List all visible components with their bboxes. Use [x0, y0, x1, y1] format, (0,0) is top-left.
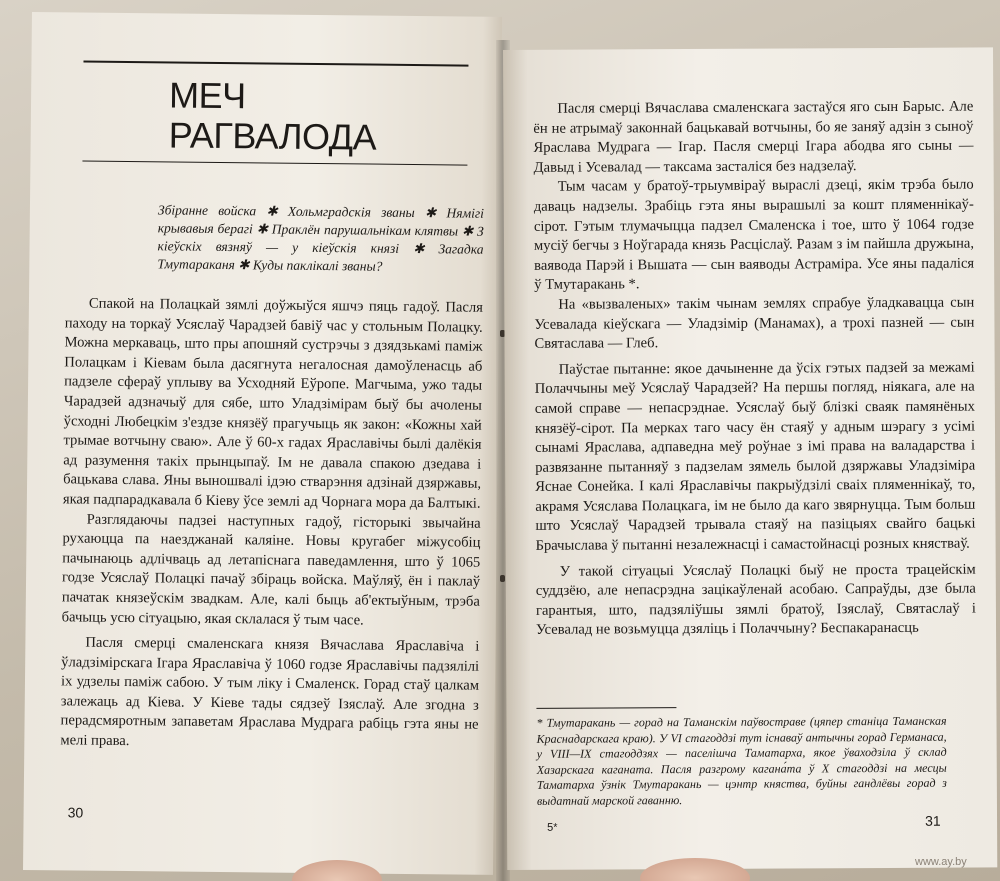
chapter-title-line-1: МЕЧ	[168, 74, 246, 117]
page-number-left: 30	[67, 804, 84, 821]
chapter-title-line-2: РАГВАЛОДА	[168, 114, 377, 158]
binding-stitch	[500, 575, 505, 582]
right-page	[503, 47, 997, 870]
title-rule-top	[83, 61, 468, 67]
paragraph: Пасля смерці смаленскага князя Вячаслава Яраславіча і ўладзімірскага Ігара Яраславіча ў 1060 годзе Яраславічы падзялілі іх удзелы паміж сабою. У тым ліку і Смаленск. Горад стаў цалкам залежаць ад Кіева. У Кіеве тады сядзеў Ізяслаў. Але згодна з перадсмяротным запаветам Яраслава Мудрага рабіць гэта яны не мелі права.	[60, 634, 480, 750]
paragraph: На «вызваленых» такім чынам землях спрабуе ўладкавацца сын Усевалада кіеўскага — Уладзімір (Манамах), а трохі пазней — сын Святаслава — Глеб.	[534, 294, 975, 352]
chapter-title	[169, 75, 377, 157]
footnote-rule	[536, 707, 676, 709]
page-number-right: 31	[924, 812, 941, 829]
signature-mark: 5*	[547, 821, 558, 834]
paragraph: У такой сітуацыі Усяслаў Полацкі быў не проста трацейскім суддзёю, але непасрэдна зацікаўленай асобаю. Сапраўды, дзе была гарантыя, што, падзяліўшы зямлі братоў, Ізяслаў, Святаслаў і Усевалад не возьмуцца дзяліць і Полаччыну? Беспакаранасць	[535, 561, 976, 639]
left-page	[23, 12, 502, 875]
left-page-body	[60, 294, 483, 755]
chapter-epigraph: Збіранне войска ✱ Хольмградскія званы ✱ Нямігі крывавыя берагі ✱ Праклён парушальнікам клятвы ✱ З кіеўскіх вязняў — у кіеўскія князі ✱ Загадка Тмутараканя ✱ Куды паклікалі званы?	[157, 202, 484, 274]
watermark: www.ay.by	[915, 856, 967, 868]
paragraph: Тым часам у братоў-трыумвіраў выраслі дзеці, якім трэба было даваць надзелы. Зрабіць гэта яны вырашылі за кошт пляменнікаў-сірот. Гэтым тлумачыцца падзел Смаленска і тое, што ў 1064 годзе мусіў бегчы з Ноўгарада князь Расціслаў. Разам з ім пайшла дружына, ваявода Парэй і Вышата — сын ваяводы Астраміра. Усе яны падаліся ў Тмутаракань *.	[533, 176, 975, 294]
footnote: * Тмутаракань — горад на Таманскім паўвостраве (цяпер станіца Таманская Краснадарскага краю). У VI стагоддзі тут існаваў антычны горад Германаса, у VIII—IX стагоддзях — паселішча Таматарха, якое ўваходзіла ў склад Хазарскага каганата. Пасля разгрому кагана́та ў X стагоддзі на месцы Таматарха ўзнік Тмутаракань — цэнтр княства, буйны гандлёвы горад з выдатнай марской гаванню.	[536, 713, 947, 808]
paragraph: Паўстае пытанне: якое дачыненне да ўсіх гэтых падзей за межамі Полаччыны меў Усяслаў Чарадзей? На першы погляд, ніякага, але на самой справе — непасрэднае. Усяслаў быў блізкі сваяк памянёных князёў-сірот. Па мерках таго часу ён стаяў у адным шэрагу з усімі сынамі Яраслава, адпаведна меў роўнае з імі права на валадарства і развязанне пытанняў з падзелам зямель былой дзяржавы Уладзіміра Яснае Сонейка. І калі Яраславічы пакрыўдзілі сваіх пляменнікаў, то, акрамя Усяслава Полацкага, ім не было да каго звярнуцца. Тым больш што Усяслаў Чарадзей трывала стаяў на пазіцыях свайго бацькі Брачыслава ў пытанні незалежнасці і самастойнасці розных княстваў.	[534, 359, 976, 554]
paragraph: Разглядаючы падзеі наступных гадоў, гісторыкі звычайна рухаюцца па наезджанай каляіне. Новы кругабег міжусобіц пачынаюць адлічваць ад летапіснага паведамлення, што ў 1065 годзе Усяслаў Полацкі пачаў збіраць войска. Маўляў, ён і паклаў пачатак князеўскім звадкам. Але, калі быць аб'ектыўным, трэба бачыць усю сітуацыю, якая склалася ў тым часе.	[61, 511, 481, 629]
paragraph: Пасля смерці Вячаслава смаленскага застаўся яго сын Барыс. Але ён не атрымаў законнай бацькавай вотчыны, бо яе заняў адзін з сыноў Яраслава Мудрага — Ігар. Пасля смерці Ігара абодва яго сыны — Давыд і Усевалад — таксама засталіся без надзелаў.	[533, 98, 974, 176]
title-rule-bottom	[82, 161, 467, 166]
paragraph: Спакой на Полацкай зямлі доўжыўся яшчэ пяць гадоў. Пасля паходу на торкаў Усяслаў Чарадзей бавіў час у стольным Полацку. Можна меркаваць, што пры апошняй сустрэчы з дзядзькамі паміж Полацкам і Кіевам была дасягнута негалосная дамоўленасць аб падзеле сфераў уплыву ва Усходняй Еўропе. Магчыма, ужо тады Чарадзей адзначыў для сябе, што Уладзімірам быў бы ачолены ўсходні Любецкім з'ездзе князёў прагучыць як закон: «Кожны хай трымае вотчыну сваю». Але ў 60-х гадах Яраславічы былі далёкія ад разумення такіх прынцыпаў. Ім не давала спакою дзедава і бацькава слава. Яны выношвалі ідэю стварэння адзінай дзяржавы, якая падпарадкавала б Кіеву ўсе землі ад Чорнага мора да Балтыкі.	[62, 295, 484, 512]
right-page-body	[533, 98, 976, 641]
